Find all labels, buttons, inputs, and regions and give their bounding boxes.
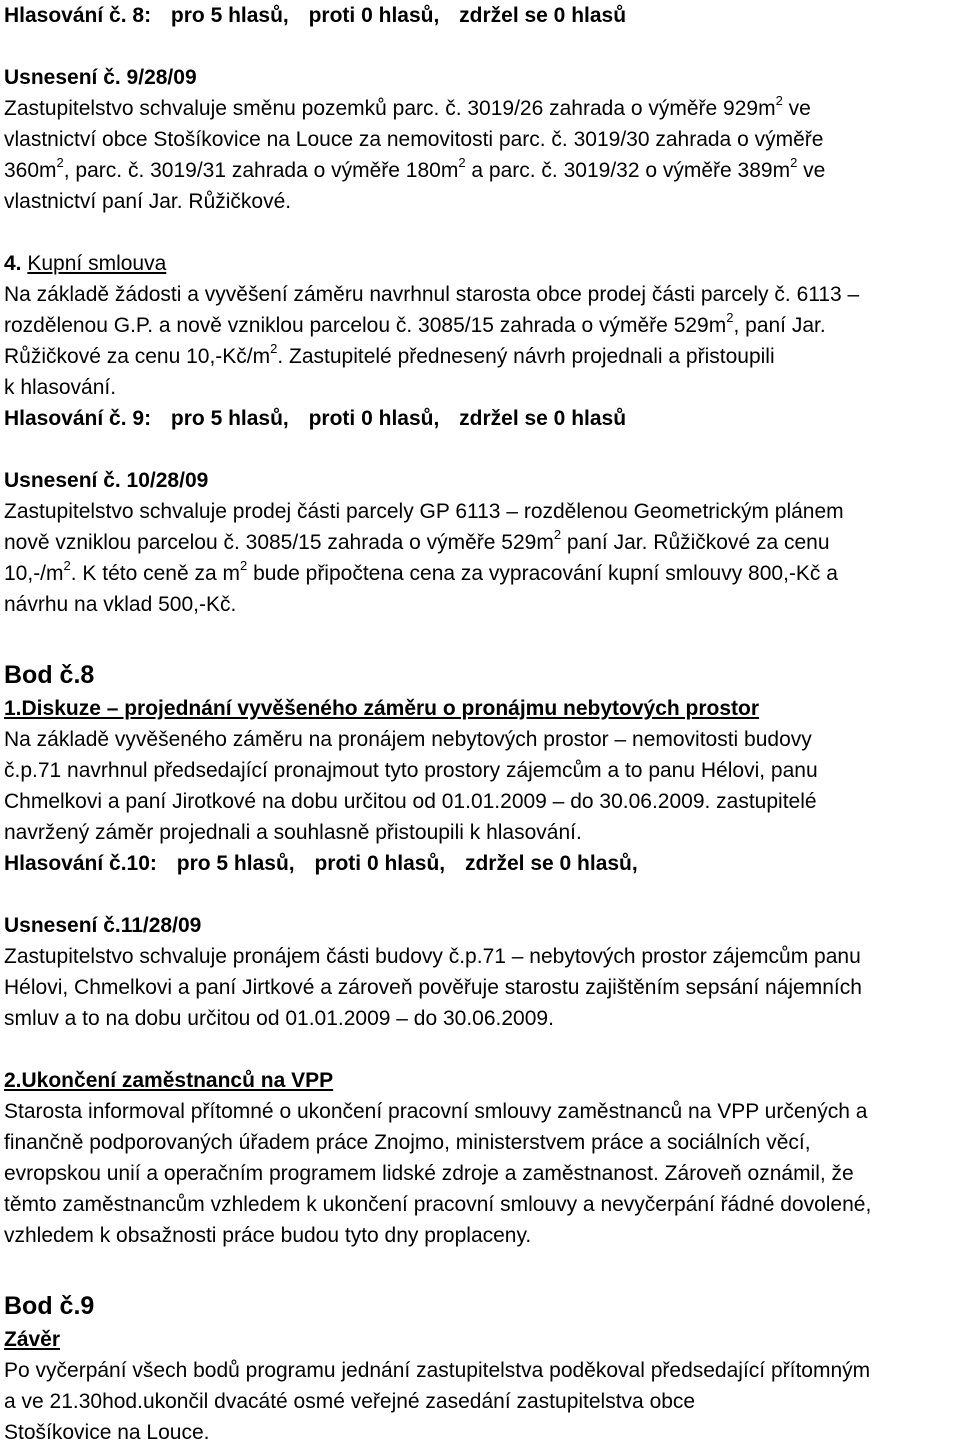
resolution-title: Usnesení č. 10/28/09 (4, 469, 209, 492)
resolution-text-line: vlastnictví paní Jar. Růžičkové. (4, 190, 292, 213)
paragraph-line: a ve 21.30hod.ukončil dvacáté osmé veřejné zasedání zastupitelstva obce (4, 1390, 696, 1413)
paragraph-line: evropskou unií a operačním programem lidské zdroje a zaměstnanost. Zároveň oznámil, že (4, 1162, 854, 1185)
section-heading: 1.Diskuze – projednání vyvěšeného záměru o pronájmu nebytových prostor (4, 697, 760, 720)
vote-line-10 (4, 848, 956, 879)
vote-abstain: zdržel se 0 hlasů (459, 407, 627, 430)
paragraph-line: finančně podporovaných úřadem práce Znojmo, ministerstvem práce a sociálních věcí, (4, 1131, 811, 1154)
vote-for: pro 5 hlasů, (170, 407, 289, 430)
section-heading: 2.Ukončení zaměstnanců na VPP (4, 1069, 334, 1092)
paragraph-line: rozdělenou G.P. a nově vzniklou parcelou č. 3085/15 zahrada o výměře $529m^2$, paní Jar. (4, 310, 826, 337)
paragraph-line: Chmelkovi a paní Jirotkové na dobu určitou od 01.01.2009 – do 30.06.2009. zastupitelé (4, 790, 817, 813)
resolution-text-line: Hélovi, Chmelkovi a paní Jirtkové a zároveň pověřuje starostu zajištěním sepsání nájemních (4, 976, 862, 999)
resolution-text-line: Zastupitelstvo schvaluje směnu pozemků parc. č. 3019/26 zahrada o výměře $929m^2$ ve (4, 93, 811, 120)
resolution-text-line: vlastnictví obce Stošíkovice na Louce za nemovitosti parc. č. 3019/30 zahrada o výměře (4, 128, 824, 151)
vote-label: Hlasování č.10: (4, 852, 157, 875)
resolution-title: Usnesení č.11/28/09 (4, 914, 202, 937)
resolution-text-line: Zastupitelstvo schvaluje prodej části parcely GP 6113 – rozdělenou Geometrickým plánem (4, 500, 844, 523)
paragraph-line: těmto zaměstnancům vzhledem k ukončení pracovní smlouvy a nevyčerpání řádné dovolené, (4, 1193, 872, 1216)
vote-for: pro 5 hlasů, (170, 4, 289, 27)
vote-line-8 (4, 0, 956, 31)
section-heading: Závěr (4, 1328, 61, 1351)
paragraph-line: Na základě vyvěšeného záměru na pronájem nebytových prostor – nemovitosti budovy (4, 728, 812, 751)
paragraph-line: Růžičkové za cenu $10,-Kč/m^2$. Zastupitelé přednesený návrh projednali a přistoupili (4, 341, 775, 368)
vote-abstain: zdržel se 0 hlasů, (464, 852, 638, 875)
vote-for: pro 5 hlasů, (176, 852, 295, 875)
paragraph-line: Na základě žádosti a vyvěšení záměru navrhnul starosta obce prodej části parcely č. 6113 – (4, 283, 860, 306)
vote-line-9 (4, 403, 956, 434)
resolution-text-line: $360m^2$, parc. č. 3019/31 zahrada o výměře $180m^2$ a parc. č. 3019/32 o výměře $389m^2$ ve (4, 155, 826, 182)
vote-label: Hlasování č. 9: (4, 407, 152, 430)
vote-against: proti 0 hlasů, (308, 4, 440, 27)
resolution-text-line: návrhu na vklad 500,-Kč. (4, 593, 237, 616)
paragraph-line: Po vyčerpání všech bodů programu jednání zastupitelstva poděkoval předsedající přítomným (4, 1359, 871, 1382)
paragraph-line: Starosta informoval přítomné o ukončení pracovní smlouvy zaměstnanců na VPP určených a (4, 1100, 868, 1123)
vote-against: proti 0 hlasů, (308, 407, 440, 430)
resolution-text-line: Zastupitelstvo schvaluje pronájem části budovy č.p.71 – nebytových prostor zájemcům panu (4, 945, 861, 968)
agenda-item-heading: Bod č.8 (4, 661, 95, 689)
paragraph-line: vzhledem k obsažnosti práce budou tyto dny proplaceny. (4, 1224, 532, 1247)
vote-against: proti 0 hlasů, (314, 852, 446, 875)
paragraph-line: Stošíkovice na Louce. (4, 1421, 210, 1444)
vote-abstain: zdržel se 0 hlasů (459, 4, 627, 27)
resolution-text-line: $10,-/m^2$. K této ceně za $m^2$ bude připočtena cena za vypracování kupní smlouvy 800,-Kč a (4, 558, 838, 585)
resolution-title: Usnesení č. 9/28/09 (4, 66, 197, 89)
agenda-item-heading: Bod č.9 (4, 1292, 95, 1320)
resolution-text-line: smluv a to na dobu určitou od 01.01.2009 – do 30.06.2009. (4, 1007, 554, 1030)
paragraph-line: navržený záměr projednali a souhlasně přistoupili k hlasování. (4, 821, 582, 844)
section-heading: 4. Kupní smlouva (4, 252, 167, 275)
vote-label: Hlasování č. 8: (4, 4, 152, 27)
paragraph-line: č.p.71 navrhnul předsedající pronajmout tyto prostory zájemcům a to panu Hélovi, panu (4, 759, 818, 782)
paragraph-line: k hlasování. (4, 376, 117, 399)
resolution-text-line: nově vzniklou parcelou č. 3085/15 zahrada o výměře $529m^2$ paní Jar. Růžičkové za cenu (4, 527, 830, 554)
